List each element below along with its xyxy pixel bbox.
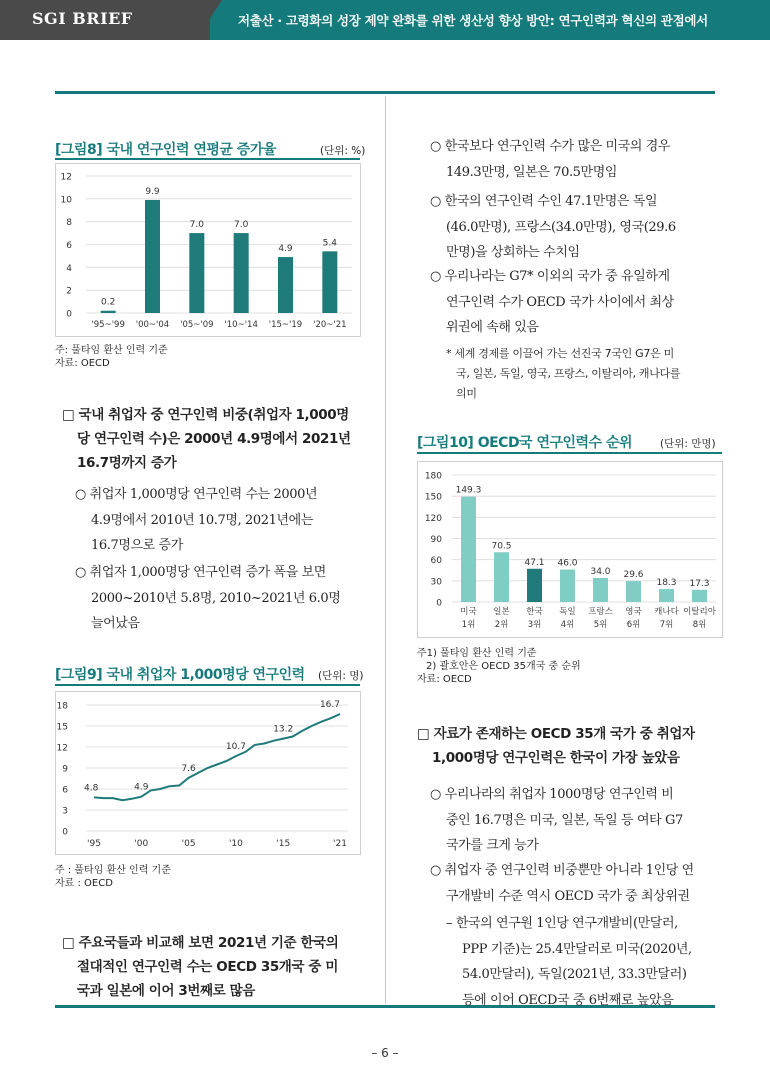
fig9-xtick: '05: [181, 839, 196, 849]
fig10-xtick: 이탈리아: [683, 607, 716, 617]
fig9-ytick: 6: [62, 785, 68, 796]
left-b2-line-2: 절대적인 연구인력 수는 OECD 35개국 중 미: [77, 959, 338, 975]
fig10-xtick: 독일: [559, 607, 576, 617]
fig10-data-label: 46.0: [557, 558, 578, 569]
left-bullet-2: [62, 931, 372, 1003]
fig8-xtick: '20~'21: [313, 320, 347, 330]
fig8-bar: [101, 311, 116, 313]
right-s3-line-2: 연구인력 수가 OECD 국가 사이에서 최상: [446, 294, 674, 310]
fig8-xtick: '10~'14: [224, 320, 258, 330]
fig10-bar: [461, 497, 476, 602]
fig10-data-label: 149.3: [455, 485, 482, 496]
fig9-ytick: 9: [62, 764, 68, 775]
fig10-rank: 6위: [626, 620, 641, 630]
fig10-data-label: 34.0: [590, 567, 611, 578]
right-bullet-1: [417, 722, 717, 770]
fig8-unit: (단위: %): [320, 145, 366, 157]
fig9-chart: [55, 691, 361, 855]
fig10-bar: [593, 578, 608, 602]
fig8-data-label: 7.0: [234, 220, 249, 231]
fig10-data-label: 18.3: [656, 578, 677, 589]
fig9-ytick: 18: [56, 701, 68, 712]
fig9-unit: (단위: 명): [318, 670, 364, 682]
fig8-data-label: 7.0: [189, 220, 204, 231]
fig9-xtick: '95: [87, 839, 101, 849]
fig9-series-line: [94, 714, 340, 800]
fig8-note: 주: 풀타임 환산 인력 기준: [55, 345, 168, 356]
fig9-ytick: 12: [56, 743, 68, 754]
right-b1-line-1: □ 자료가 존재하는 OECD 35개 국가 중 취업자: [417, 726, 695, 742]
fig9-svg: [56, 692, 360, 854]
fig8-bar: [234, 233, 249, 313]
right-s4-line-2: 중인 16.7명은 미국, 일본, 독일 등 여타 G7: [446, 812, 683, 828]
right-sub-5: [430, 858, 720, 909]
right-sub-3: [430, 264, 720, 341]
left-b1-line-2: 당 연구인력 수)은 2000년 4.9명에서 2021년: [77, 431, 351, 447]
g7-footnote: [446, 344, 716, 404]
fig8-ytick: 6: [66, 241, 72, 251]
fig9-xtick: '15: [276, 839, 291, 849]
fig8-chart: [55, 163, 361, 337]
right-s4-line-1: ○ 우리나라의 취업자 1000명당 연구인력 비: [430, 787, 674, 802]
column-divider: [385, 96, 386, 1004]
fig9-ytick: 3: [62, 806, 68, 817]
fig8-data-label: 9.9: [145, 186, 160, 197]
right-s1-line-2: 149.3만명, 일본은 70.5만명임: [446, 164, 618, 180]
fig9-title-rule: [55, 684, 360, 686]
fig10-source: 자료: OECD: [417, 674, 472, 685]
right-s2-line-2: (46.0만명), 프랑스(34.0만명), 영국(29.6: [446, 219, 676, 235]
left-s1-line-3: 16.7명으로 증가: [91, 538, 183, 553]
right-sub-4: [430, 782, 720, 859]
fig10-xtick: 한국: [526, 607, 543, 617]
fig10-rank: 5위: [593, 620, 608, 630]
fig10-ytick: 60: [430, 556, 442, 567]
fig10-rank: 2위: [494, 620, 509, 630]
right-d1-line-4: 등에 이어 OECD국 중 6번째로 높았음: [462, 992, 674, 1008]
page-header: [0, 0, 770, 40]
fig9-xtick: '00: [134, 839, 149, 849]
fig10-chart: [417, 461, 723, 638]
left-bullet-1: [62, 403, 372, 475]
right-d1-line-3: 54.0만달러), 독일(2021년, 33.3만달러): [462, 967, 687, 982]
fig10-unit: (단위: 만명): [660, 438, 716, 450]
fig10-data-label: 70.5: [491, 541, 512, 552]
left-b1-line-1: □ 국내 취업자 중 연구인력 비중(취업자 1,000명: [62, 407, 349, 423]
fig8-ytick: 8: [66, 218, 72, 229]
fig9-xtick: '10: [228, 839, 243, 849]
fig9-xtick: '21: [333, 839, 347, 849]
fig8-ytick: 12: [60, 172, 72, 183]
fig8-ytick: 2: [66, 286, 72, 297]
left-s1-line-2: 4.9명에서 2010년 10.7명, 2021년에는: [91, 512, 313, 528]
fig9-data-label: 7.6: [181, 763, 196, 774]
fig10-ytick: 90: [430, 535, 442, 545]
fig10-data-label: 17.3: [689, 578, 710, 589]
fig10-xtick: 캐나다: [654, 607, 679, 617]
fig8-xtick: '05~'09: [180, 320, 214, 330]
fig8-data-label: 4.9: [278, 244, 293, 255]
fig8-ytick: 10: [60, 195, 72, 206]
right-sub-1: [430, 134, 720, 185]
fig10-xtick: 일본: [493, 607, 510, 617]
fig8-title-rule: [55, 158, 360, 160]
fig9-ytick: 15: [56, 722, 68, 733]
fig10-ytick: 120: [424, 513, 442, 524]
fig8-bar: [189, 233, 204, 313]
top-rule: [55, 91, 715, 94]
right-s5-line-1: ○ 취업자 중 연구인력 비중뿐만 아니라 1인당 연: [430, 863, 694, 878]
fig8-data-label: 5.4: [322, 238, 337, 249]
fig9-data-label: 4.9: [134, 782, 149, 793]
fig8-data-label: 0.2: [101, 297, 116, 308]
fig10-bar: [527, 569, 542, 602]
fig10-xtick: 미국: [460, 607, 477, 617]
right-dash-1: [446, 911, 721, 1013]
fig10-rank: 7위: [659, 620, 674, 630]
right-s4-line-3: 국가를 크게 능가: [446, 838, 539, 853]
fig10-xtick: 프랑스: [588, 607, 613, 617]
fig8-bar: [322, 251, 337, 313]
right-s5-line-2: 구개발비 수준 역시 OECD 국가 중 최상위권: [446, 888, 690, 904]
right-s3-line-1: ○ 우리나라는 G7* 이외의 국가 중 유일하게: [430, 269, 670, 284]
left-s2-line-3: 늘어났음: [91, 616, 140, 631]
right-s2-line-1: ○ 한국의 연구인력 수인 47.1만명은 독일: [430, 194, 658, 209]
fig10-svg: [418, 462, 722, 637]
right-s2-line-3: 만명)을 상회하는 수치임: [446, 245, 580, 260]
fig10-bar: [692, 590, 707, 602]
fig9-data-label: 4.8: [84, 783, 99, 794]
fig10-bar: [626, 581, 641, 602]
header-slant: [196, 0, 222, 40]
star-line-3: 의미: [456, 387, 477, 400]
fig8-xtick: '95~'99: [91, 320, 125, 330]
right-d1-line-2: PPP 기준)는 25.4만달러로 미국(2020년,: [462, 941, 692, 957]
fig8-bar: [145, 200, 160, 313]
fig10-ytick: 30: [430, 577, 442, 588]
fig9-source: 자료 : OECD: [55, 878, 113, 889]
left-b2-line-3: 국과 일본에 이어 3번째로 많음: [77, 983, 255, 999]
left-b2-line-1: □ 주요국들과 비교해 보면 2021년 기준 한국의: [62, 935, 339, 951]
fig10-data-label: 47.1: [524, 557, 545, 568]
fig8-xtick: '15~'19: [268, 320, 303, 330]
left-b1-line-3: 16.7명까지 증가: [77, 455, 177, 471]
star-line-2: 국, 일본, 독일, 영국, 프랑스, 이탈리아, 캐나다를: [456, 367, 681, 380]
fig8-ytick: 0: [66, 309, 72, 320]
fig9-title: [그림9] 국내 취업자 1,000명당 연구인력: [55, 667, 305, 683]
fig9-data-label: 13.2: [273, 724, 294, 735]
fig8-title: [그림8] 국내 연구인력 연평균 증가율: [55, 142, 276, 158]
left-sub-2: [75, 560, 365, 637]
fig10-rank: 4위: [560, 620, 575, 630]
left-s2-line-1: ○ 취업자 1,000명당 연구인력 증가 폭을 보면: [75, 565, 326, 580]
fig8-bar: [278, 257, 293, 313]
fig9-ytick: 0: [62, 827, 68, 838]
fig10-ytick: 0: [436, 598, 442, 609]
brand-label: SGI BRIEF: [32, 9, 133, 28]
fig10-note-1: 주1) 풀타임 환산 인력 기준: [417, 648, 537, 659]
left-s1-line-1: ○ 취업자 1,000명당 연구인력 수는 2000년: [75, 487, 318, 502]
fig8-source: 자료: OECD: [55, 358, 110, 369]
fig10-title-rule: [417, 452, 722, 454]
fig10-note-2: 2) 괄호안은 OECD 35개국 중 순위: [426, 661, 581, 672]
fig10-bar: [494, 552, 509, 602]
left-sub-1: [75, 482, 365, 559]
fig8-ytick: 4: [66, 263, 72, 274]
star-line-1: * 세계 경제를 이끌어 가는 선진국 7국인 G7은 미: [446, 347, 674, 360]
fig9-data-label: 10.7: [225, 742, 246, 753]
fig9-data-label: 16.7: [319, 700, 340, 711]
left-s2-line-2: 2000~2010년 5.8명, 2010~2021년 6.0명: [91, 590, 341, 606]
fig8-svg: [56, 164, 360, 336]
fig10-ytick: 180: [424, 471, 442, 482]
right-s1-line-1: ○ 한국보다 연구인력 수가 많은 미국의 경우: [430, 139, 671, 154]
right-sub-2: [430, 189, 720, 266]
page-number: – 6 –: [371, 1046, 399, 1060]
right-s3-line-3: 위권에 속해 있음: [446, 320, 539, 335]
fig10-rank: 3위: [527, 620, 542, 630]
right-b1-line-2: 1,000명당 연구인력은 한국이 가장 높았음: [432, 750, 680, 766]
fig10-data-label: 29.6: [623, 570, 644, 581]
document-title: 저출산 · 고령화의 성장 제약 완화를 위한 생산성 향상 방안: 연구인력과 혁신의 관점에서: [238, 13, 708, 28]
fig10-ytick: 150: [424, 492, 442, 503]
fig10-rank: 8위: [692, 620, 707, 630]
fig10-rank: 1위: [461, 620, 476, 630]
fig10-bar: [659, 589, 674, 602]
fig10-xtick: 영국: [625, 607, 642, 617]
right-d1-line-1: – 한국의 연구원 1인당 연구개발비(만달러,: [446, 916, 678, 931]
fig10-bar: [560, 570, 575, 602]
fig10-title: [그림10] OECD국 연구인력수 순위: [417, 435, 633, 451]
fig8-xtick: '00~'04: [135, 320, 170, 330]
fig9-note: 주 : 풀타임 환산 인력 기준: [55, 865, 171, 876]
